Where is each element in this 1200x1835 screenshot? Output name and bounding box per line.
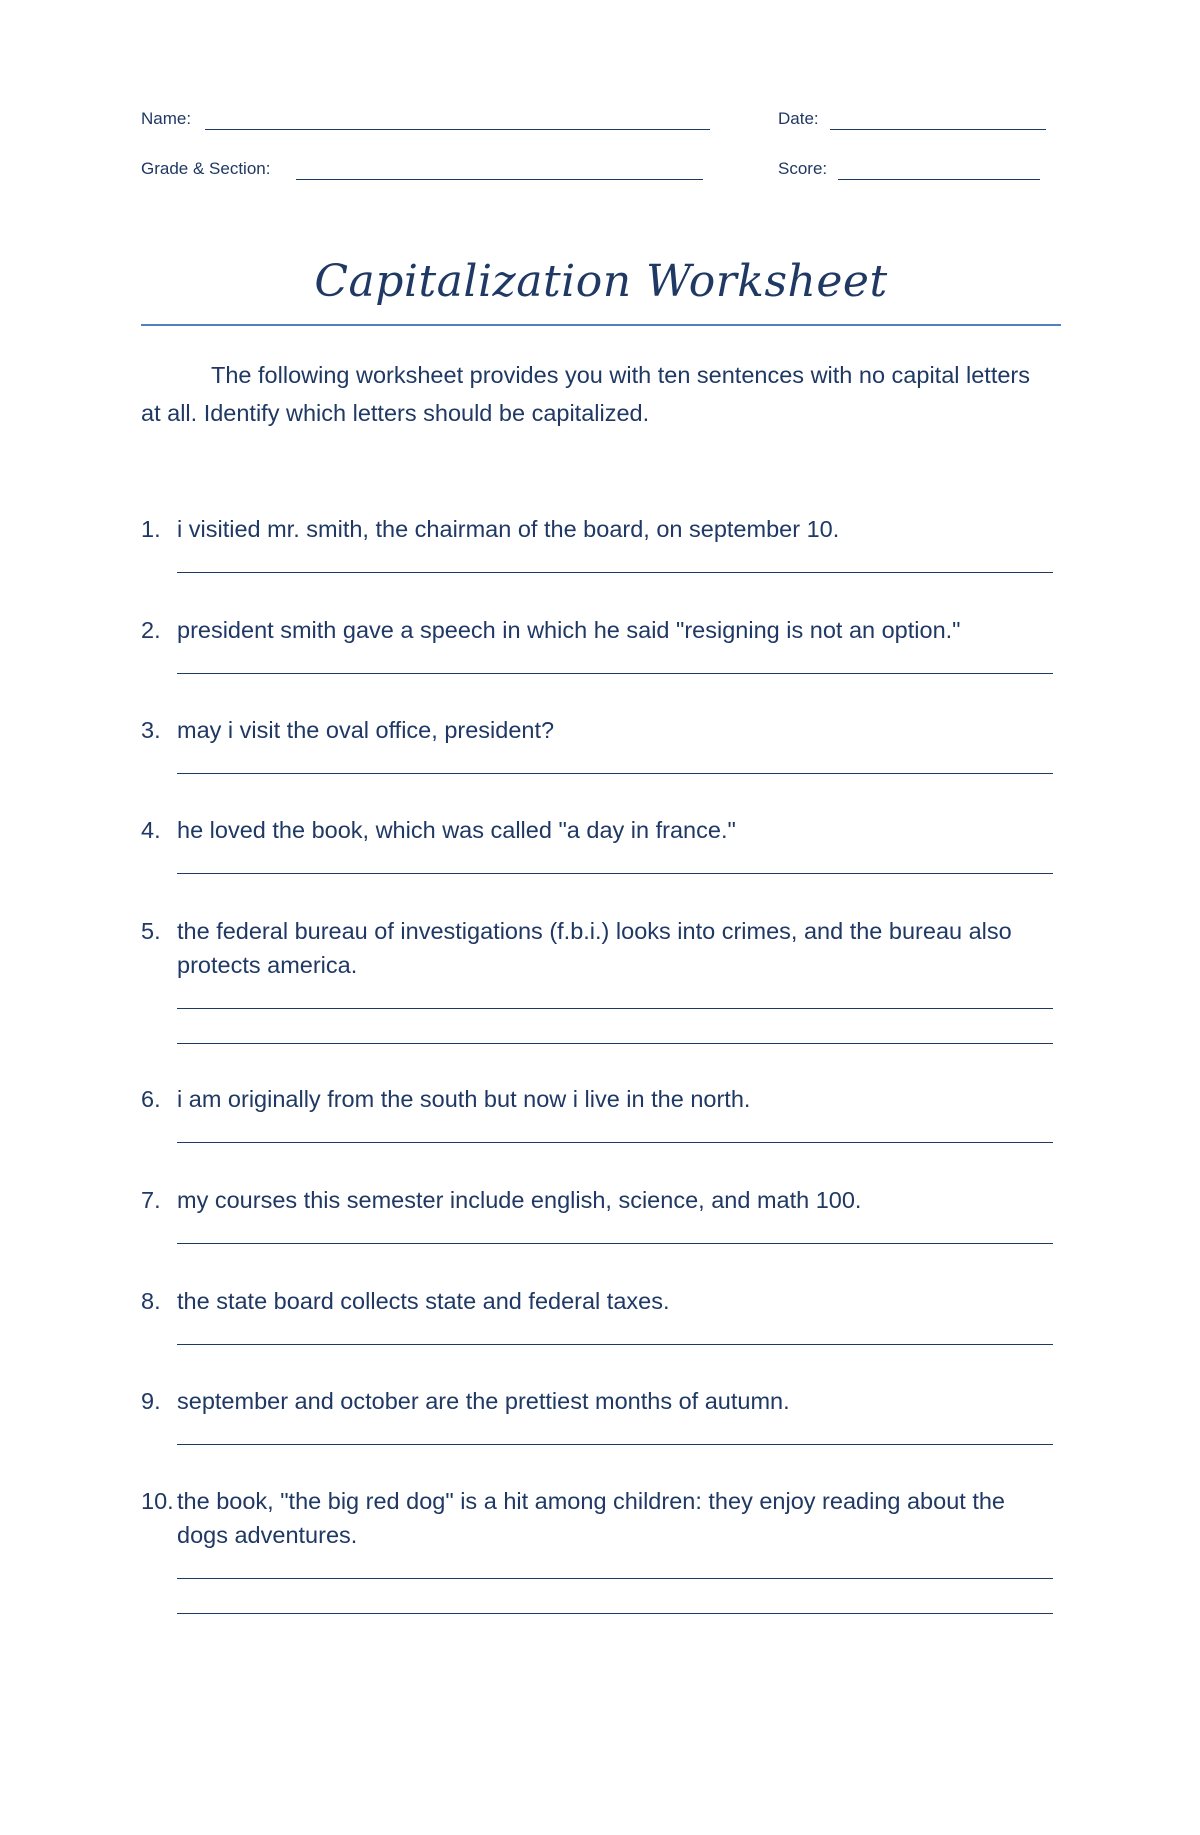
score-field[interactable]: [778, 159, 827, 179]
question-number: 5.: [141, 918, 161, 944]
answer-line[interactable]: [177, 1578, 1053, 1579]
question-text: september and october are the prettiest months of autumn.: [177, 1388, 790, 1414]
answer-line[interactable]: [177, 673, 1053, 674]
answer-line[interactable]: [177, 1043, 1053, 1044]
question-number: 6.: [141, 1086, 161, 1112]
question-text: may i visit the oval office, president?: [177, 717, 555, 743]
answer-line[interactable]: [177, 1142, 1053, 1143]
question-number: 4.: [141, 817, 161, 843]
grade-section-blank-line[interactable]: [296, 179, 703, 180]
question-text: my courses this semester include english, science, and math 100.: [177, 1187, 862, 1213]
question-text: the state board collects state and federal taxes.: [177, 1288, 670, 1314]
page-title: Capitalization Worksheet: [314, 256, 888, 307]
instructions: The following worksheet provides you with ten sentences with no capital letters at all. Identify which letters should be capitalized.: [141, 362, 1031, 426]
answer-line[interactable]: [177, 1613, 1053, 1614]
answer-line[interactable]: [177, 1344, 1053, 1345]
date-label: Date:: [778, 109, 819, 128]
title-divider: [141, 324, 1061, 326]
question-number: 10.: [141, 1488, 174, 1514]
name-field[interactable]: [141, 109, 191, 129]
name-blank-line[interactable]: [205, 129, 710, 130]
date-blank-line[interactable]: [830, 129, 1046, 130]
answer-line[interactable]: [177, 773, 1053, 774]
grade-section-field[interactable]: [141, 159, 270, 179]
question-text: president smith gave a speech in which he said "resigning is not an option.": [177, 617, 961, 643]
answer-line[interactable]: [177, 873, 1053, 874]
score-blank-line[interactable]: [838, 179, 1040, 180]
question-text: the federal bureau of investigations (f.b.i.) looks into crimes, and the bureau also protects america.: [177, 918, 1012, 978]
answer-line[interactable]: [177, 1243, 1053, 1244]
question-number: 2.: [141, 617, 161, 643]
question-number: 1.: [141, 516, 161, 542]
date-field[interactable]: [778, 109, 819, 129]
question-text: i am originally from the south but now i live in the north.: [177, 1086, 751, 1112]
question-text: he loved the book, which was called "a day in france.": [177, 817, 736, 843]
question-number: 3.: [141, 717, 161, 743]
name-label: Name:: [141, 109, 192, 128]
question-number: 7.: [141, 1187, 161, 1213]
grade-section-label: Grade & Section:: [141, 159, 271, 178]
question-number: 9.: [141, 1388, 161, 1414]
question-text: i visitied mr. smith, the chairman of the board, on september 10.: [177, 516, 840, 542]
answer-line[interactable]: [177, 1444, 1053, 1445]
answer-line[interactable]: [177, 1008, 1053, 1009]
answer-line[interactable]: [177, 572, 1053, 573]
question-text: the book, "the big red dog" is a hit among children: they enjoy reading about the dogs adventures.: [177, 1488, 1005, 1548]
score-label: Score:: [778, 159, 828, 178]
question-number: 8.: [141, 1288, 161, 1314]
